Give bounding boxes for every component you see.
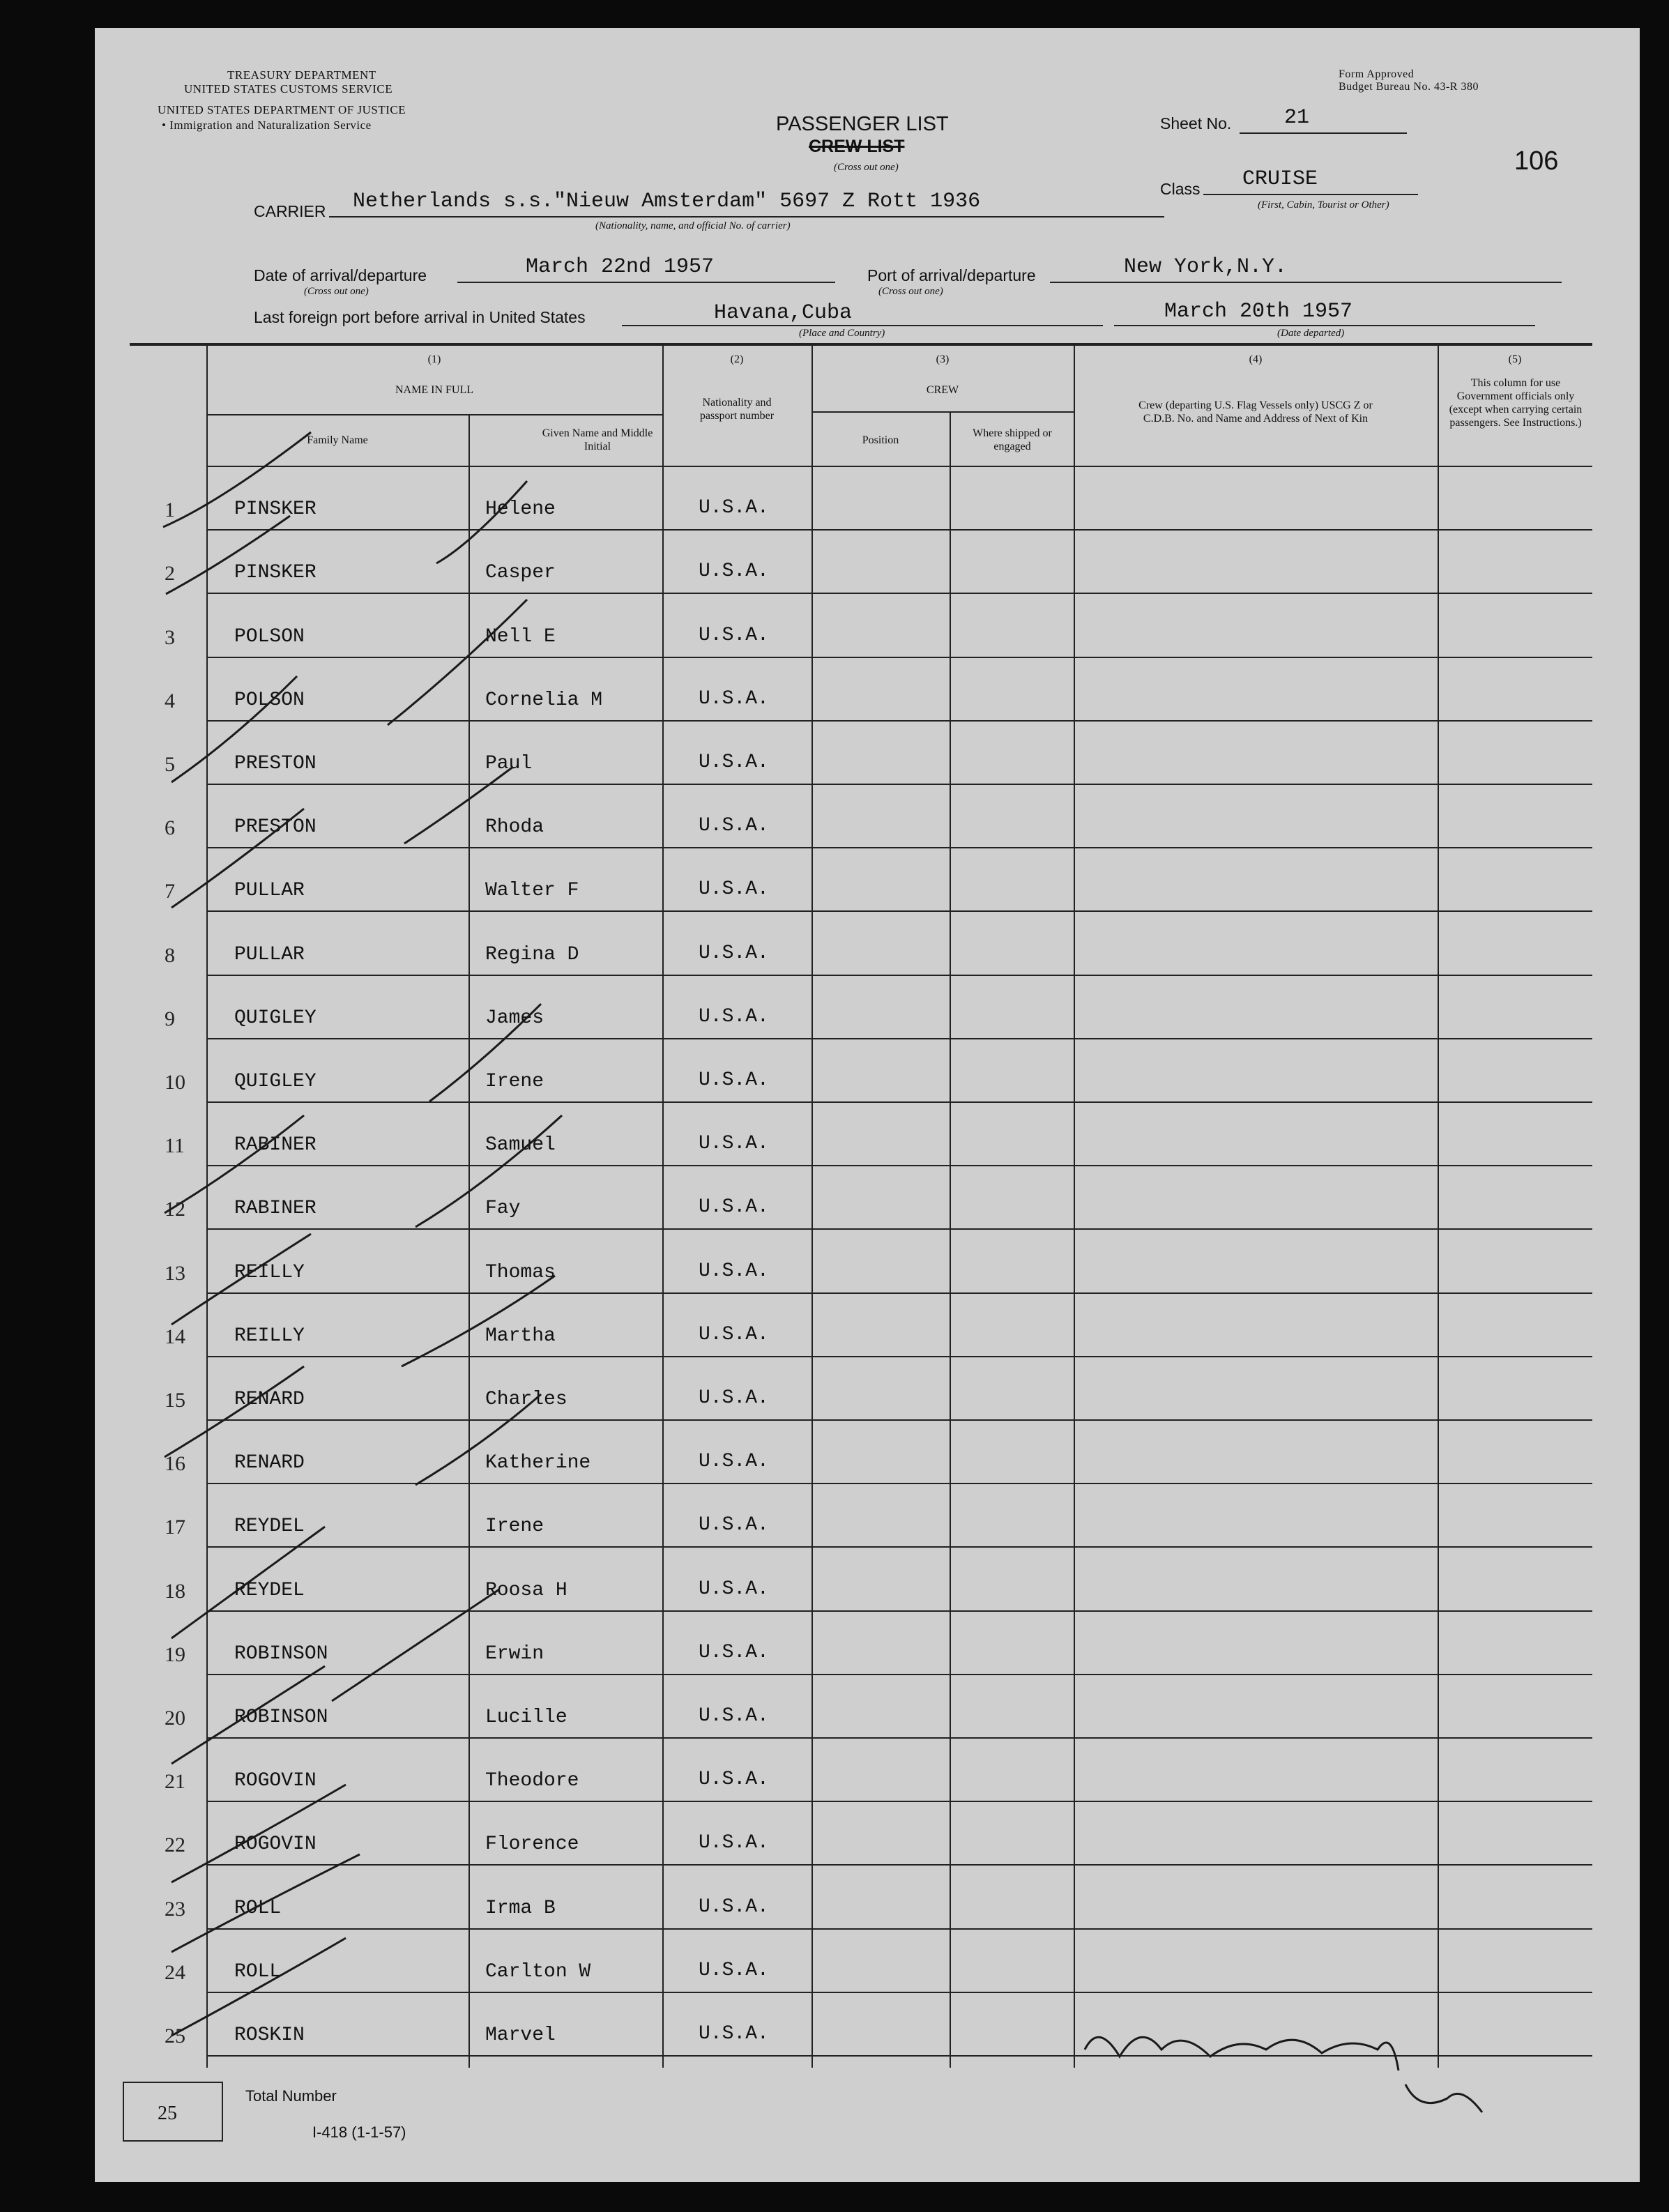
crew-sub-rule	[811, 411, 1074, 413]
family-name-cell: RENARD	[234, 1452, 305, 1474]
table-row	[95, 912, 1640, 975]
form-title: PASSENGER LIST	[776, 113, 949, 135]
nationality-cell: U.S.A.	[699, 1578, 769, 1600]
family-name-cell: ROLL	[234, 1897, 282, 1919]
table-row	[95, 1675, 1640, 1739]
agency-line-1: TREASURY DEPARTMENT	[227, 68, 376, 82]
given-name-cell: Charles	[485, 1388, 567, 1410]
given-name-cell: Lucille	[485, 1706, 567, 1728]
port-underline	[1050, 282, 1562, 283]
row-number: 14	[165, 1325, 185, 1348]
family-name-cell: ROGOVIN	[234, 1770, 317, 1792]
given-name-cell: Irene	[485, 1070, 544, 1092]
given-name-cell: Thomas	[485, 1261, 556, 1283]
row-number: 4	[165, 689, 175, 712]
table-top-rule	[130, 343, 1592, 346]
nationality-cell: U.S.A.	[699, 1323, 769, 1345]
nationality-cell: U.S.A.	[699, 1832, 769, 1854]
table-row	[95, 1166, 1640, 1230]
nationality-cell: U.S.A.	[699, 1133, 769, 1155]
class-underline	[1203, 194, 1418, 195]
table-row	[95, 1866, 1640, 1929]
nationality-cell: U.S.A.	[699, 1451, 769, 1473]
last-port-value: Havana,Cuba	[714, 301, 853, 325]
agency-line-2: UNITED STATES CUSTOMS SERVICE	[184, 82, 393, 96]
port-label: Port of arrival/departure	[867, 266, 1036, 284]
family-name-cell: PRESTON	[234, 816, 317, 839]
col5-number: (5)	[1508, 353, 1522, 365]
table-row	[95, 785, 1640, 848]
sheet-underline	[1240, 132, 1407, 134]
family-name-cell: PINSKER	[234, 498, 317, 521]
given-name-cell: Regina D	[485, 943, 579, 966]
nationality-cell: U.S.A.	[699, 1641, 769, 1663]
carrier-underline	[329, 216, 1164, 218]
table-row	[95, 1039, 1640, 1103]
carrier-value: Netherlands s.s."Nieuw Amsterdam" 5697 Z Rott 1936	[353, 190, 981, 213]
nationality-cell: U.S.A.	[699, 2022, 769, 2045]
family-name-cell: REILLY	[234, 1261, 305, 1283]
row-number: 5	[165, 752, 175, 776]
nationality-cell: U.S.A.	[699, 1959, 769, 1981]
table-row	[95, 1739, 1640, 1802]
given-name-cell: Walter F	[485, 880, 579, 902]
family-name-cell: ROBINSON	[234, 1642, 328, 1665]
stamp-number: 106	[1514, 146, 1559, 176]
row-rule	[206, 2055, 1592, 2057]
row-number: 1	[165, 498, 175, 522]
row-number: 2	[165, 562, 175, 586]
given-name-cell: Katherine	[485, 1452, 591, 1474]
family-name-cell: ROGOVIN	[234, 1833, 317, 1856]
place-note: (Place and Country)	[799, 328, 885, 339]
family-name-cell: ROLL	[234, 1960, 282, 1983]
date-departed-underline	[1114, 325, 1535, 326]
row-number: 24	[165, 1960, 185, 1984]
row-number: 12	[165, 1198, 185, 1221]
budget-bureau: Budget Bureau No. 43-R 380	[1339, 81, 1479, 93]
row-number: 9	[165, 1007, 175, 1030]
nationality-cell: U.S.A.	[699, 1005, 769, 1028]
col1-number: (1)	[427, 353, 441, 365]
col1-title: NAME IN FULL	[395, 384, 473, 396]
family-name-cell: REYDEL	[234, 1579, 305, 1601]
date-departed-note: (Date departed)	[1277, 328, 1345, 339]
family-name-heading: Family Name	[307, 434, 368, 446]
family-name-cell: PINSKER	[234, 562, 317, 584]
family-name-cell: QUIGLEY	[234, 1007, 317, 1029]
given-name-cell: Paul	[485, 752, 533, 775]
carrier-label: CARRIER	[254, 202, 326, 220]
table-row	[95, 1357, 1640, 1421]
given-name-cell: Nell E	[485, 625, 556, 648]
table-row	[95, 531, 1640, 594]
row-number: 8	[165, 943, 175, 967]
row-number: 22	[165, 1833, 185, 1857]
row-number: 7	[165, 880, 175, 903]
table-row	[95, 1230, 1640, 1293]
row-number: 10	[165, 1070, 185, 1094]
document-page	[95, 28, 1640, 2182]
sheet-label: Sheet No.	[1160, 114, 1232, 132]
col4-title: Crew (departing U.S. Flag Vessels only) USCG Z or C.D.B. No. and Name and Address of Next of Kin	[1138, 399, 1373, 425]
row-number: 13	[165, 1261, 185, 1285]
given-name-cell: Roosa H	[485, 1579, 567, 1601]
table-row	[95, 1930, 1640, 1993]
table-row	[95, 658, 1640, 722]
given-name-cell: Cornelia M	[485, 689, 603, 711]
family-name-cell: REYDEL	[234, 1516, 305, 1538]
col2-title: Nationality and passport number	[699, 397, 775, 422]
family-name-cell: REILLY	[234, 1325, 305, 1347]
given-name-cell: Samuel	[485, 1134, 556, 1157]
port-value: New York,N.Y.	[1124, 255, 1288, 279]
class-note: (First, Cabin, Tourist or Other)	[1258, 199, 1389, 211]
table-row	[95, 1612, 1640, 1675]
family-name-cell: PRESTON	[234, 752, 317, 775]
given-name-cell: Florence	[485, 1833, 579, 1856]
table-row	[95, 1103, 1640, 1166]
row-number: 20	[165, 1706, 185, 1730]
nationality-cell: U.S.A.	[699, 560, 769, 583]
total-label: Total Number	[245, 2087, 337, 2105]
form-approved: Form Approved	[1339, 68, 1415, 80]
table-row	[95, 848, 1640, 912]
nationality-cell: U.S.A.	[699, 751, 769, 773]
family-name-cell: QUIGLEY	[234, 1070, 317, 1092]
agency-line-4: • Immigration and Naturalization Service	[162, 119, 372, 132]
family-name-cell: RENARD	[234, 1388, 305, 1410]
family-name-cell: POLSON	[234, 689, 305, 711]
family-name-cell: RABINER	[234, 1134, 317, 1157]
table-row	[95, 594, 1640, 657]
given-name-cell: Theodore	[485, 1770, 579, 1792]
nationality-cell: U.S.A.	[699, 1514, 769, 1536]
given-name-cell: Casper	[485, 562, 556, 584]
port-cross-note: (Cross out one)	[878, 286, 943, 297]
nationality-cell: U.S.A.	[699, 815, 769, 837]
given-name-cell: Carlton W	[485, 1960, 591, 1983]
last-port-label: Last foreign port before arrival in United States	[254, 308, 586, 326]
family-name-cell: ROBINSON	[234, 1706, 328, 1728]
date-cross-note: (Cross out one)	[304, 286, 369, 297]
family-name-cell: PULLAR	[234, 880, 305, 902]
given-name-cell: James	[485, 1007, 544, 1029]
carrier-note: (Nationality, name, and official No. of carrier)	[595, 220, 791, 231]
class-label: Class	[1160, 180, 1201, 198]
row-number: 25	[165, 2024, 185, 2047]
given-name-cell: Marvel	[485, 2024, 556, 2046]
nationality-cell: U.S.A.	[699, 624, 769, 646]
family-name-cell: RABINER	[234, 1198, 317, 1220]
family-name-cell: PULLAR	[234, 943, 305, 966]
cross-out-note-title: (Cross out one)	[834, 162, 899, 173]
agency-line-3: UNITED STATES DEPARTMENT OF JUSTICE	[158, 103, 406, 116]
given-name-cell: Irene	[485, 1516, 544, 1538]
family-name-cell: POLSON	[234, 625, 305, 648]
table-row	[95, 976, 1640, 1039]
nationality-cell: U.S.A.	[699, 497, 769, 519]
row-number: 17	[165, 1516, 185, 1539]
row-number: 19	[165, 1642, 185, 1666]
position-heading: Position	[862, 434, 899, 446]
total-count: 25	[158, 2103, 177, 2124]
row-number: 3	[165, 625, 175, 649]
table-row	[95, 1484, 1640, 1548]
nationality-cell: U.S.A.	[699, 687, 769, 710]
nationality-cell: U.S.A.	[699, 1196, 769, 1219]
col5-title: This column for use Government officials only (except when carrying certain passengers. See Instructions.)	[1449, 377, 1583, 429]
where-shipped-heading: Where shipped or engaged	[973, 427, 1052, 452]
crew-list-struck: CREW LIST	[809, 137, 905, 156]
given-name-cell: Martha	[485, 1325, 556, 1347]
table-row	[95, 467, 1640, 531]
row-number: 6	[165, 816, 175, 840]
given-name-cell: Helene	[485, 498, 556, 521]
row-number: 18	[165, 1579, 185, 1603]
given-name-cell: Erwin	[485, 1642, 544, 1665]
nationality-cell: U.S.A.	[699, 1704, 769, 1727]
name-sub-rule	[206, 414, 662, 415]
table-row	[95, 1294, 1640, 1357]
date-arrival-label: Date of arrival/departure	[254, 266, 427, 284]
date-departed-value: March 20th 1957	[1164, 300, 1353, 323]
nationality-cell: U.S.A.	[699, 1896, 769, 1918]
row-number: 23	[165, 1897, 185, 1921]
row-number: 11	[165, 1134, 185, 1158]
date-arrival-value: March 22nd 1957	[526, 255, 715, 279]
row-number: 16	[165, 1452, 185, 1476]
nationality-cell: U.S.A.	[699, 1069, 769, 1091]
family-name-cell: ROSKIN	[234, 2024, 305, 2046]
last-port-underline	[622, 325, 1103, 326]
date-underline	[457, 282, 835, 283]
table-row	[95, 1548, 1640, 1611]
row-number: 15	[165, 1388, 185, 1412]
table-row	[95, 1993, 1640, 2057]
col4-number: (4)	[1249, 353, 1263, 365]
given-name-cell: Fay	[485, 1198, 521, 1220]
nationality-cell: U.S.A.	[699, 942, 769, 964]
sheet-number: 21	[1284, 106, 1310, 130]
table-row	[95, 1802, 1640, 1866]
form-code: I-418 (1-1-57)	[312, 2123, 406, 2141]
col2-number: (2)	[730, 353, 744, 365]
row-number: 21	[165, 1770, 185, 1794]
nationality-cell: U.S.A.	[699, 1387, 769, 1409]
given-name-cell: Rhoda	[485, 816, 544, 839]
table-row	[95, 722, 1640, 785]
col3-title: CREW	[926, 384, 959, 396]
table-row	[95, 1421, 1640, 1484]
given-name-heading: Given Name and Middle Initial	[542, 427, 653, 452]
nationality-cell: U.S.A.	[699, 1769, 769, 1791]
nationality-cell: U.S.A.	[699, 1260, 769, 1282]
class-value: CRUISE	[1242, 167, 1318, 191]
col3-number: (3)	[936, 353, 950, 365]
given-name-cell: Irma B	[485, 1897, 556, 1919]
nationality-cell: U.S.A.	[699, 878, 769, 901]
